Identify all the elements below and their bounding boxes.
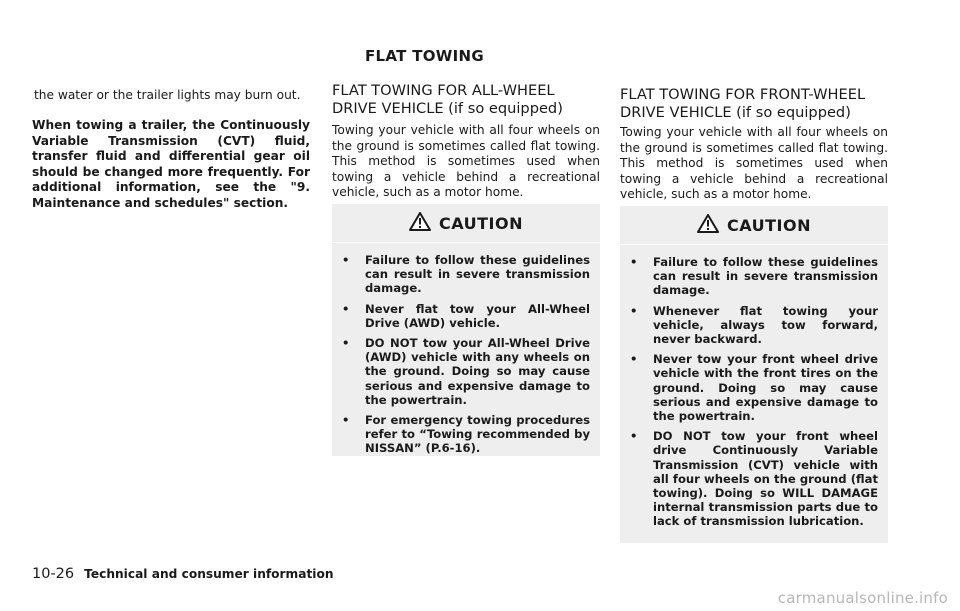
fwd-heading: FLAT TOWING FOR FRONT-WHEEL DRIVE VEHICLE (if so equipped) (620, 86, 866, 121)
list-item: • Never flat tow your All-Wheel Drive (AWD) vehicle. (342, 301, 590, 330)
list-item: • Never tow your front wheel drive vehicle with the front tires on the ground. Doing so may cause serious and expensive damage to the powertrain. (630, 352, 878, 424)
list-item: • Failure to follow these guidelines can result in severe transmission damage. (342, 253, 590, 296)
caution-header (620, 206, 888, 245)
fwd-caution-box (620, 206, 888, 543)
caution-header (332, 204, 600, 243)
awd-heading: FLAT TOWING FOR ALL-WHEEL DRIVE VEHICLE (if so equipped) (332, 82, 563, 117)
awd-body: Towing your vehicle with all four wheels on the ground is sometimes called flat towing. This method is sometimes used when towing a vehicle behind a recreational vehicle, such as a motor home. (332, 123, 600, 200)
footer-section-label: Technical and consumer information (84, 567, 334, 581)
fwd-caution-list (620, 245, 888, 529)
watermark: carmanualsonline.info (777, 589, 948, 607)
warning-triangle-icon (697, 214, 719, 237)
warning-triangle-icon (409, 212, 431, 235)
caution-title: CAUTION (439, 213, 523, 233)
list-item: • DO NOT tow your front wheel drive Continuously Variable Transmission (CVT) vehicle with all four wheels on the ground (flat towing). Doing so WILL DAMAGE internal transmission parts due to lack of transmission lubrication. (630, 429, 878, 529)
caution-title: CAUTION (727, 215, 811, 235)
list-item: • Failure to follow these guidelines can result in severe transmission damage. (630, 255, 878, 298)
list-item: • Whenever flat towing your vehicle, always tow forward, never backward. (630, 303, 878, 347)
page-number: 10-26 (32, 566, 75, 582)
awd-caution-list (332, 243, 600, 456)
cvt-fluid-note: When towing a trailer, the Continuously Variable Transmission (CVT) fluid, transfer fluid and differential gear oil should be changed more frequently. For additional information, see the "9. Maintenance and schedules" section. (32, 118, 310, 210)
continued-text: the water or the trailer lights may burn out. (34, 88, 301, 102)
fwd-body: Towing your vehicle with all four wheels on the ground is sometimes called flat towing. This method is sometimes used when towing a vehicle behind a recreational vehicle, such as a motor home. (620, 125, 888, 202)
awd-caution-box (332, 204, 600, 456)
list-item: • DO NOT tow your All-Wheel Drive (AWD) vehicle with any wheels on the ground. Doing so may cause serious and expensive damage to the powertrain. (342, 336, 590, 407)
section-title: FLAT TOWING (365, 47, 484, 65)
list-item: • For emergency towing procedures refer to “Towing recommended by NISSAN” (P.6-16). (342, 413, 590, 456)
page-footer (32, 566, 334, 582)
